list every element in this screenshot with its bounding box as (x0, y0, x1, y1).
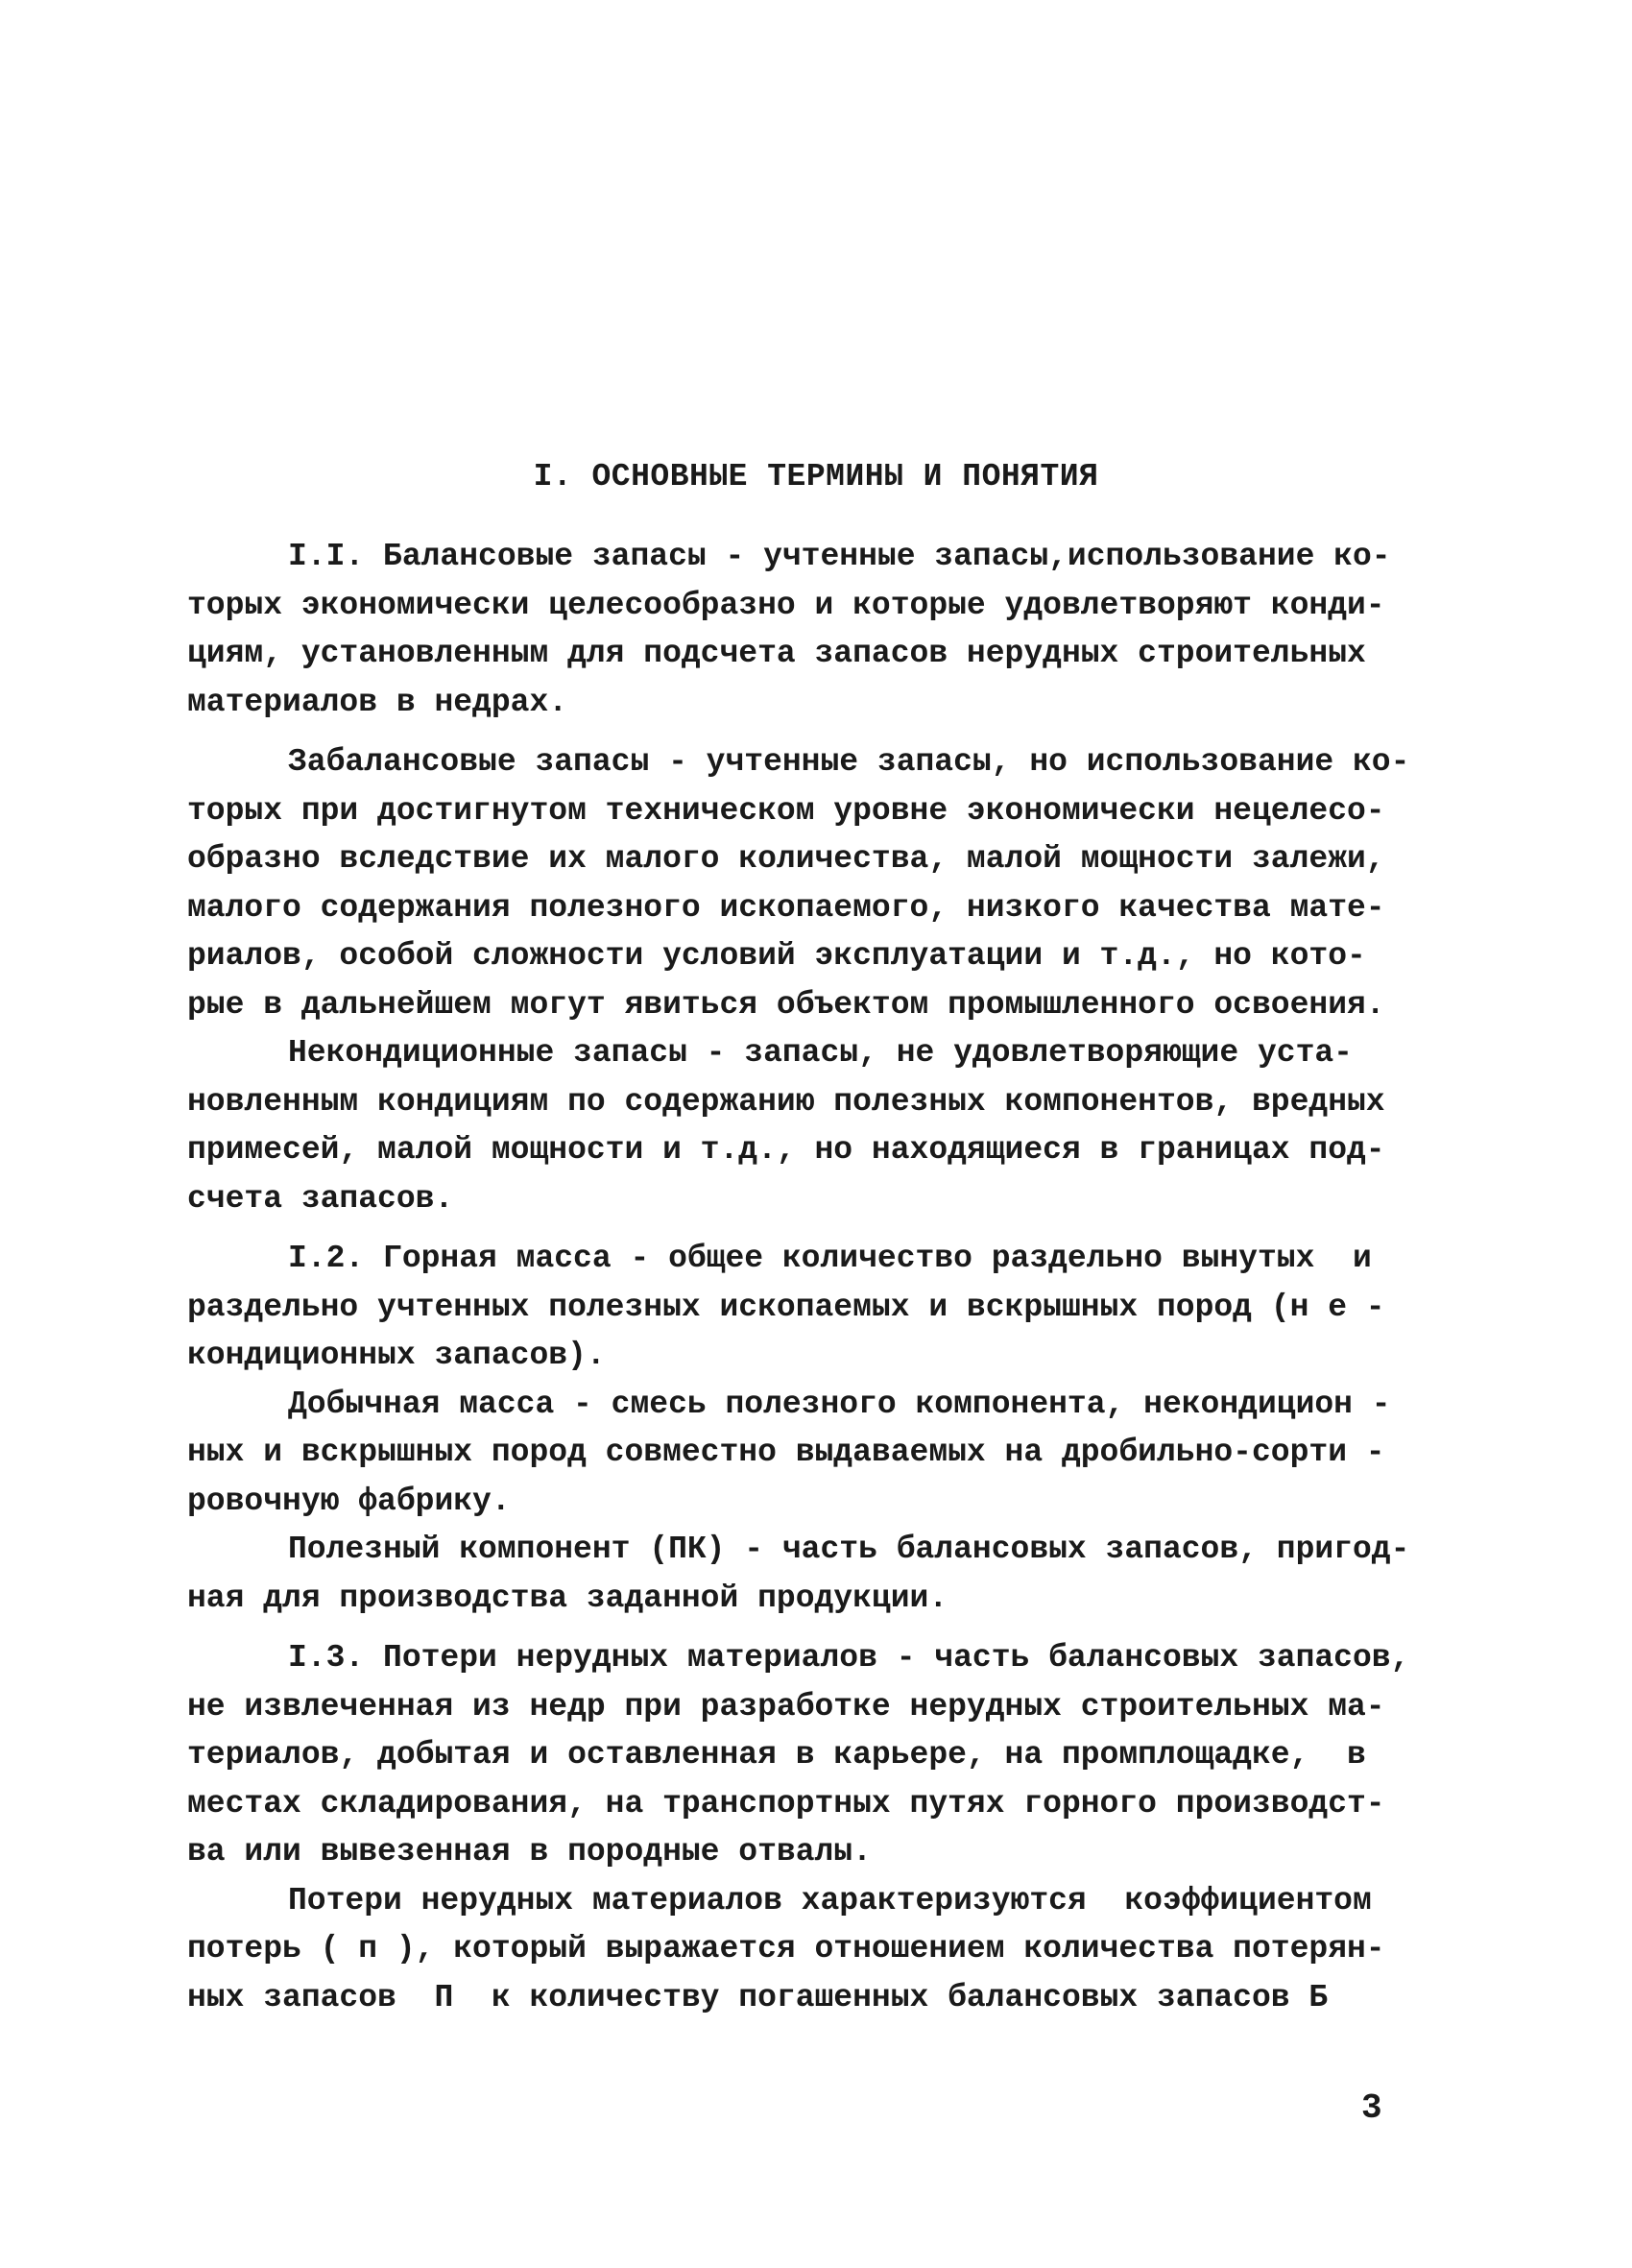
text-line: риалов, особой сложности условий эксплуатации и т.д., но кото- (187, 938, 1366, 974)
paragraph-1-3-losses (187, 1634, 1445, 1877)
body-text (187, 533, 1445, 2022)
text-line: материалов в недрах. (187, 684, 568, 720)
paragraph-useful-component (187, 1526, 1445, 1623)
paragraph-1-1-balance-reserves (187, 533, 1445, 727)
text-line: торых при достигнутом техническом уровне экономически нецелесо- (187, 792, 1385, 829)
text-line: териалов, добытая и оставленная в карьере, на промплощадке, в (187, 1737, 1366, 1773)
text-line: Забалансовые запасы - учтенные запасы, но использование ко- (288, 744, 1410, 780)
text-line: Полезный компонент (ПК) - часть балансовых запасов, пригод- (288, 1532, 1410, 1567)
text-line: торых экономически целесообразно и которые удовлетворяют конди- (187, 587, 1385, 623)
text-line: образно вследствие их малого количества, малой мощности залежи, (187, 841, 1385, 877)
paragraph-loss-coefficient (187, 1877, 1445, 2023)
text-line: ва или вывезенная в породные отвалы. (187, 1834, 872, 1870)
text-line: счета запасов. (187, 1180, 454, 1217)
paragraph-gap (187, 1223, 1445, 1235)
section-heading: I. ОСНОВНЫЕ ТЕРМИНЫ И ПОНЯТИЯ (533, 459, 1099, 495)
text-line: местах складирования, на транспортных путях горного производст- (187, 1785, 1385, 1822)
text-line: I.3. Потери нерудных материалов - часть балансовых запасов, (288, 1640, 1410, 1676)
text-line: новленным кондициям по содержанию полезных компонентов, вредных (187, 1083, 1385, 1120)
text-line: не извлеченная из недр при разработке нерудных строительных ма- (187, 1688, 1385, 1725)
text-line: рые в дальнейшем могут явиться объектом промышленного освоения. (187, 986, 1385, 1023)
paragraph-off-balance-reserves (187, 738, 1445, 1029)
paragraph-gap (187, 727, 1445, 738)
paragraph-substandard-reserves (187, 1029, 1445, 1223)
text-line: примесей, малой мощности и т.д., но находящиеся в границах под- (187, 1132, 1385, 1168)
text-line: ных и вскрышных пород совместно выдаваемых на дробильно-сорти - (187, 1435, 1385, 1470)
text-line: потерь ( п ), который выражается отношением количества потерян- (187, 1931, 1385, 1966)
paragraph-mined-mass (187, 1381, 1445, 1527)
text-line: Добычная масса - смесь полезного компонента, некондицион - (288, 1386, 1391, 1422)
text-line: ных запасов П к количеству погашенных балансовых запасов Б (187, 1979, 1329, 2015)
text-line: кондиционных запасов). (187, 1338, 606, 1373)
page-number: 3 (1361, 2088, 1382, 2128)
paragraph-gap (187, 1623, 1445, 1634)
text-line: ровочную фабрику. (187, 1483, 511, 1519)
text-line: I.I. Балансовые запасы - учтенные запасы,использование ко- (288, 539, 1391, 574)
text-line: ная для производства заданной продукции. (187, 1580, 948, 1616)
text-line: малого содержания полезного ископаемого, низкого качества мате- (187, 889, 1385, 926)
text-line: Некондиционные запасы - запасы, не удовлетворяющие уста- (288, 1035, 1353, 1071)
text-line: циям, установленным для подсчета запасов нерудных строительных (187, 636, 1366, 671)
text-line: раздельно учтенных полезных ископаемых и вскрышных пород (н е - (187, 1289, 1385, 1325)
text-line: I.2. Горная масса - общее количество раздельно вынутых и (288, 1241, 1372, 1276)
text-line: Потери нерудных материалов характеризуются коэффициентом (288, 1882, 1372, 1918)
paragraph-1-2-rock-mass (187, 1235, 1445, 1381)
